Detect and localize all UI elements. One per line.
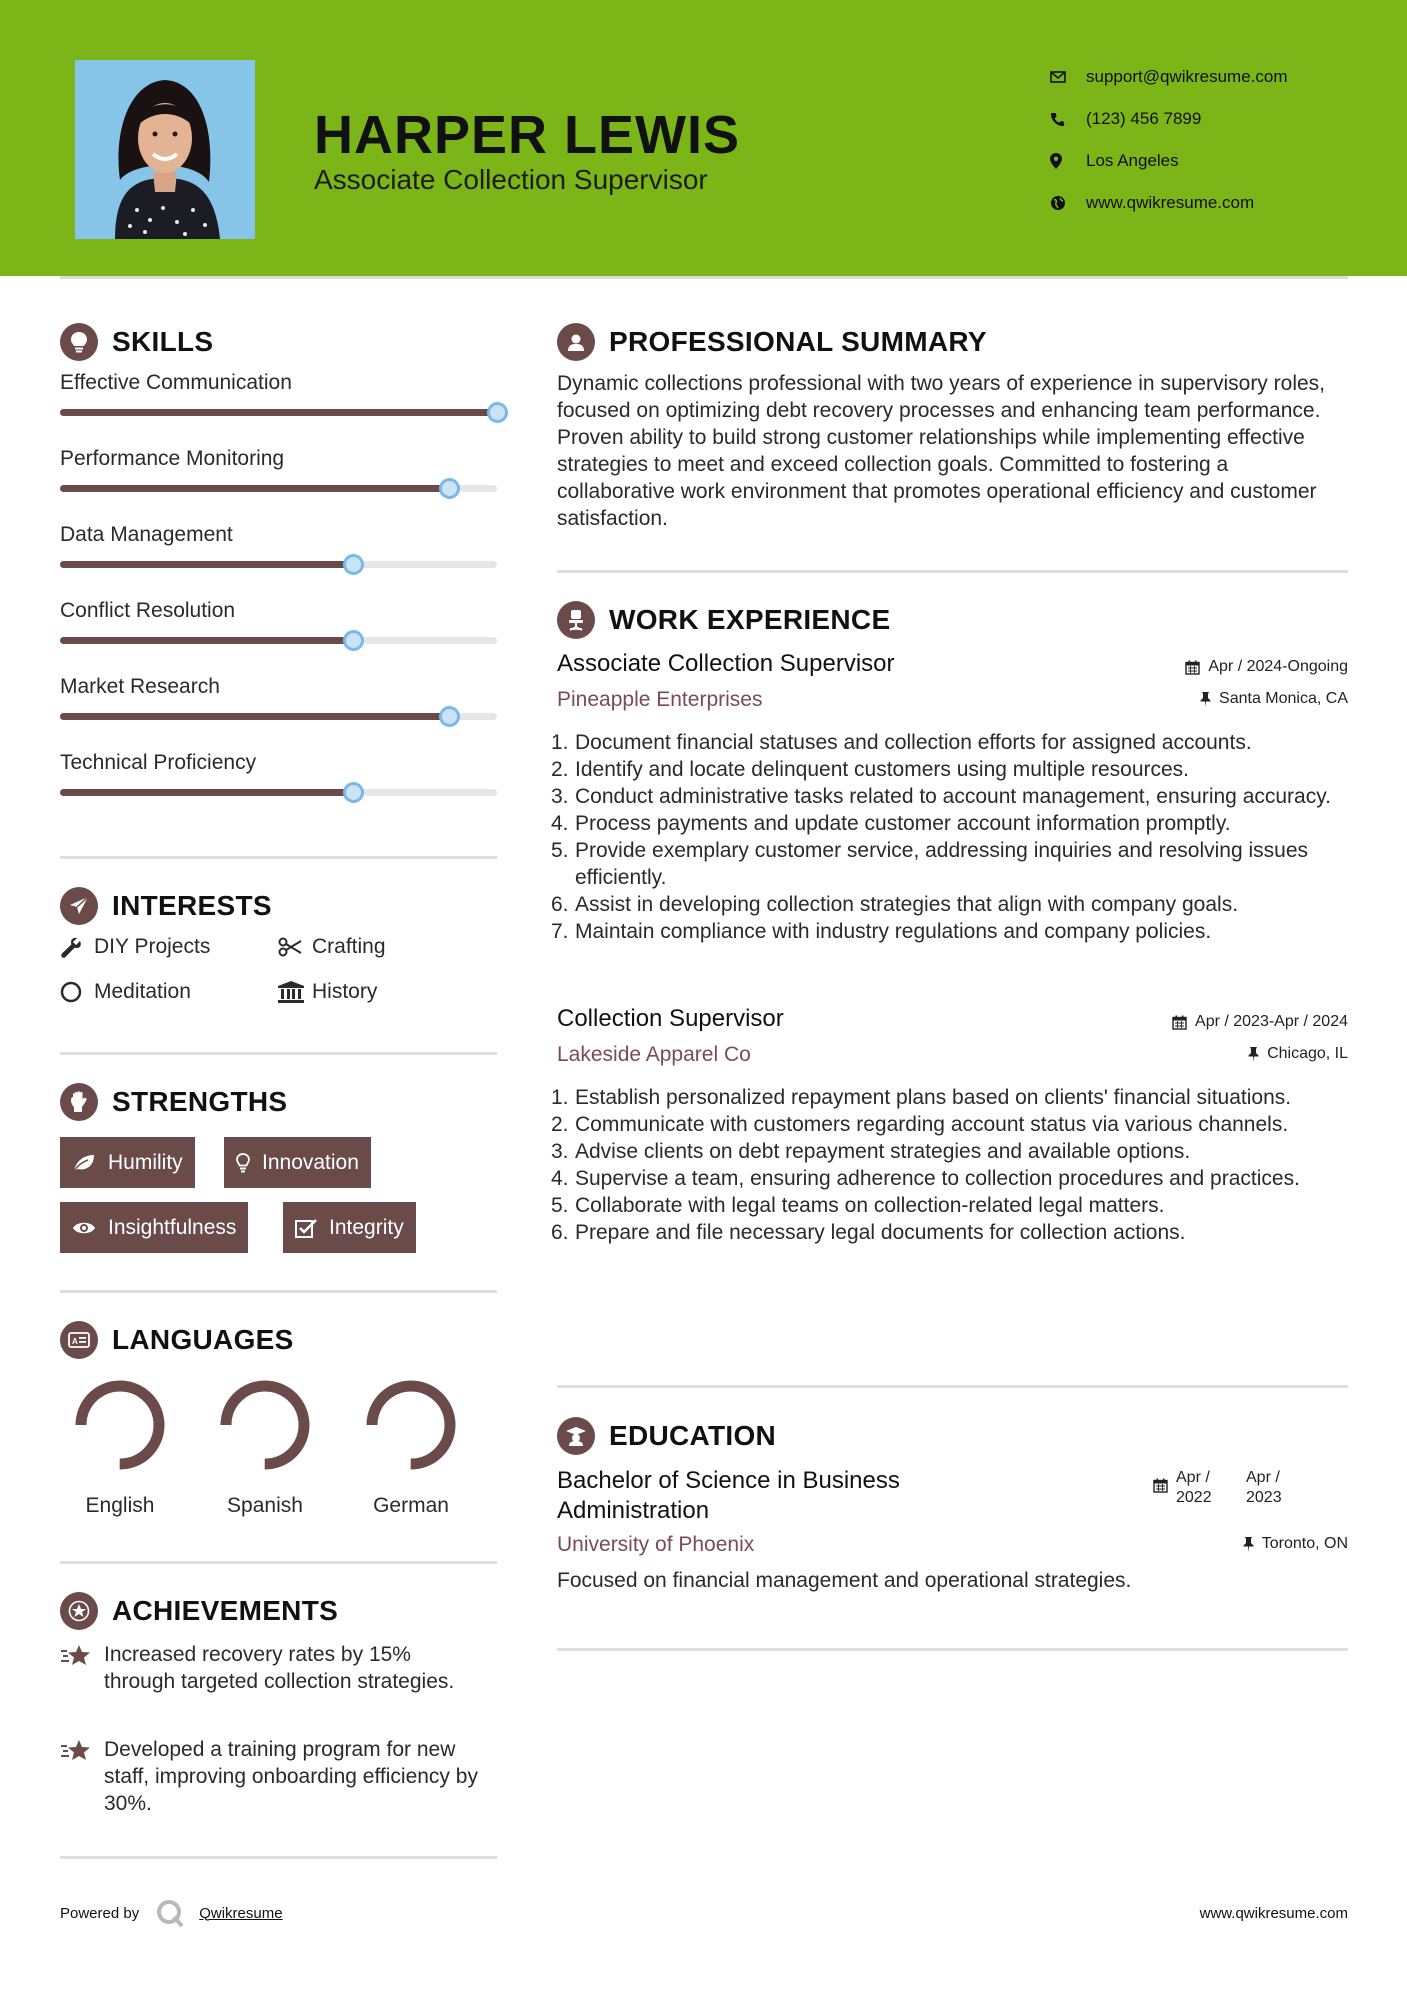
qwikresume-logo-icon [155, 1898, 185, 1928]
header-divider [60, 276, 1348, 279]
skill-bar-knob [343, 782, 364, 803]
duty-item: 5. Provide exemplary customer service, addressing inquiries and resolving issues efficiently. [551, 839, 1309, 889]
education-divider [557, 1648, 1348, 1651]
contact-email-text[interactable]: support@qwikresume.com [1086, 67, 1288, 86]
star-badge-icon [60, 1592, 98, 1630]
interest-label: DIY Projects [94, 935, 211, 958]
job-dates [1172, 1013, 1348, 1031]
job-duties [551, 1084, 1307, 1246]
skill-bar [60, 485, 497, 492]
skill-bar [60, 561, 497, 568]
check-square-icon [295, 1218, 317, 1238]
language-item [205, 1375, 325, 1518]
calendar-icon [1185, 660, 1200, 675]
duty-text: Prepare and file necessary legal documents for collection actions. [575, 1221, 1186, 1244]
job-dates-text: Apr / 2024-Ongoing [1208, 658, 1348, 675]
strength-badge [283, 1202, 416, 1253]
duty-text: Advise clients on debt repayment strategies and available options. [575, 1140, 1191, 1163]
office-chair-icon [557, 601, 595, 639]
experience-divider [557, 1385, 1348, 1388]
duty-text: Establish personalized repayment plans based on clients' financial situations. [575, 1086, 1292, 1109]
achievement-text: Developed a training program for new staff, improving onboarding efficiency by 30%. [104, 1738, 478, 1815]
strengths-title: STRENGTHS [112, 1086, 288, 1117]
institution-icon [278, 981, 312, 1003]
job-location-text: Chicago, IL [1267, 1045, 1348, 1062]
map-marker-icon [1050, 153, 1086, 169]
education-start [1176, 1468, 1246, 1508]
skill-bar-fill [60, 789, 353, 796]
profile-photo [75, 60, 255, 239]
duty-item: 2. Identify and locate delinquent customers using multiple resources. [551, 758, 1190, 781]
skill-label: Conflict Resolution [60, 599, 236, 622]
interest-label: Meditation [94, 980, 191, 1003]
interest-item [60, 935, 210, 959]
language-item [60, 1375, 180, 1518]
achievements-title: ACHIEVEMENTS [112, 1595, 339, 1626]
strength-badge [60, 1202, 248, 1253]
contact-phone-text[interactable]: (123) 456 7899 [1086, 109, 1202, 128]
education-description: Focused on financial management and operational strategies. [557, 1569, 1132, 1592]
job-title: Collection Supervisor [557, 1005, 784, 1032]
education-title: EDUCATION [609, 1420, 777, 1451]
skill-bar [60, 409, 497, 416]
experience-title: WORK EXPERIENCE [609, 604, 891, 635]
scissors-icon [278, 937, 312, 957]
summary-title: PROFESSIONAL SUMMARY [609, 326, 987, 357]
paper-plane-icon [60, 887, 98, 925]
interest-label: Crafting [312, 935, 386, 958]
powered-by-text: Powered by [60, 1904, 140, 1922]
education-end-line: 2023 [1246, 1489, 1282, 1506]
skill-label: Market Research [60, 675, 220, 698]
degree-line: Administration [557, 1497, 710, 1524]
contact-list [1050, 56, 1380, 224]
strength-badge [60, 1137, 195, 1188]
wrench-icon [60, 936, 94, 958]
skill-bar-fill [60, 485, 449, 492]
contact-website [1050, 182, 1380, 224]
contact-email [1050, 56, 1380, 98]
duty-text: Supervise a team, ensuring adherence to collection procedures and practices. [575, 1167, 1300, 1190]
duty-text: Assist in developing collection strategies that align with company goals. [575, 893, 1239, 916]
skills-heading [60, 323, 213, 361]
contact-location [1050, 140, 1380, 182]
strength-label: Innovation [262, 1150, 359, 1174]
contact-website-text[interactable]: www.qwikresume.com [1086, 193, 1255, 212]
education-end [1246, 1468, 1282, 1508]
skill-bar-knob [343, 630, 364, 651]
skill-item [60, 675, 500, 699]
interest-item [278, 980, 377, 1004]
duty-item: 5. Collaborate with legal teams on collection-related legal matters. [551, 1194, 1165, 1217]
skill-bar-fill [60, 561, 353, 568]
skill-bar-knob [487, 402, 508, 423]
language-label: English [85, 1494, 155, 1517]
strength-label: Integrity [329, 1215, 404, 1239]
languages-heading [60, 1321, 294, 1359]
education-start-line: Apr / [1176, 1469, 1210, 1486]
resume-header [0, 0, 1407, 276]
skill-item [60, 599, 500, 623]
education-dates [1153, 1468, 1282, 1508]
duty-item: 3. Conduct administrative tasks related to account management, ensuring accuracy. [551, 785, 1331, 808]
interests-divider [60, 1052, 497, 1055]
duty-item: 1. Document financial statuses and collection efforts for assigned accounts. [551, 731, 1252, 754]
duty-text: Document financial statuses and collection efforts for assigned accounts. [575, 731, 1252, 754]
interest-item [278, 935, 386, 959]
candidate-name: HARPER LEWIS [314, 105, 741, 165]
language-ring [215, 1375, 315, 1475]
duty-text: Maintain compliance with industry regulations and company policies. [575, 920, 1212, 943]
user-icon [557, 323, 595, 361]
lightbulb-icon [236, 1153, 250, 1173]
calendar-icon [1172, 1015, 1187, 1030]
job-company: Lakeside Apparel Co [557, 1043, 751, 1066]
skill-bar-knob [439, 706, 460, 727]
phone-icon [1050, 112, 1086, 127]
shooting-star-icon [60, 1736, 104, 1817]
strength-badge [224, 1137, 371, 1188]
job-company: Pineapple Enterprises [557, 688, 763, 711]
interest-item [60, 980, 191, 1004]
skill-item [60, 523, 500, 547]
pushpin-icon [1243, 1537, 1254, 1552]
duty-text: Communicate with customers regarding account status via various channels. [575, 1113, 1289, 1136]
footer-website[interactable]: www.qwikresume.com [1199, 1905, 1348, 1922]
duty-item: 3. Advise clients on debt repayment strategies and available options. [551, 1140, 1191, 1163]
degree-line: Bachelor of Science in Business [557, 1467, 900, 1494]
language-label: German [373, 1494, 449, 1517]
duty-item: 4. Supervise a team, ensuring adherence to collection procedures and practices. [551, 1167, 1300, 1190]
duty-text: Conduct administrative tasks related to account management, ensuring accuracy. [575, 785, 1331, 808]
candidate-title: Associate Collection Supervisor [314, 164, 708, 195]
duty-item: 4. Process payments and update customer account information promptly. [551, 812, 1231, 835]
languages-divider [60, 1561, 497, 1564]
job-location-text: Santa Monica, CA [1219, 690, 1348, 707]
duty-text: Process payments and update customer account information promptly. [575, 812, 1231, 835]
duty-text: Collaborate with legal teams on collection-related legal matters. [575, 1194, 1165, 1217]
language-label: Spanish [227, 1494, 303, 1517]
skill-bar-knob [343, 554, 364, 575]
degree-title [557, 1466, 900, 1526]
interests-heading [60, 887, 272, 925]
interest-label: History [312, 980, 378, 1003]
interests-title: INTERESTS [112, 890, 272, 921]
id-card-icon [60, 1321, 98, 1359]
contact-phone [1050, 98, 1380, 140]
envelope-icon [1050, 71, 1086, 83]
skill-bar [60, 713, 497, 720]
language-ring [361, 1375, 461, 1475]
skill-label: Effective Communication [60, 371, 292, 394]
skill-bar-fill [60, 409, 497, 416]
achievements-divider [60, 1856, 497, 1859]
education-heading [557, 1417, 776, 1455]
job-location [1248, 1045, 1348, 1063]
education-start-line: 2022 [1176, 1489, 1212, 1506]
circle-icon [60, 981, 94, 1003]
svg-text:A: A [72, 1337, 78, 1346]
skill-bar [60, 789, 497, 796]
duty-item: 1. Establish personalized repayment plans based on clients' financial situations. [551, 1086, 1292, 1109]
skill-bar-fill [60, 713, 449, 720]
graduate-icon [557, 1417, 595, 1455]
experience-heading [557, 601, 890, 639]
strengths-heading [60, 1083, 287, 1121]
achievement-text: Increased recovery rates by 15% through targeted collection strategies. [104, 1643, 455, 1693]
skill-item [60, 447, 500, 471]
contact-location-text: Los Angeles [1086, 151, 1179, 170]
duty-item: 7. Maintain compliance with industry regulations and company policies. [551, 920, 1212, 943]
skill-item [60, 751, 500, 775]
achievement-item [60, 1641, 480, 1695]
skill-bar-fill [60, 637, 353, 644]
summary-heading [557, 323, 987, 361]
achievements-heading [60, 1592, 338, 1630]
skills-title: SKILLS [112, 326, 214, 357]
eye-icon [72, 1220, 96, 1236]
leaf-icon [72, 1153, 96, 1173]
qwikresume-link[interactable]: Qwikresume [199, 1904, 283, 1922]
lightbulb-icon [60, 323, 98, 361]
summary-divider [557, 570, 1348, 573]
skill-label: Data Management [60, 523, 233, 546]
skills-divider [60, 856, 497, 859]
summary-text: Dynamic collections professional with two years of experience in supervisory roles, focused on optimizing debt recovery processes and enhancing team performance. Proven ability to build strong customer relationships while implementing effective strategies to meet and exceed collection goals. Committed to fostering a collaborative work environment that promotes operational efficiency and customer satisfaction. [557, 372, 1325, 530]
pushpin-icon [1200, 692, 1211, 707]
language-item [351, 1375, 471, 1518]
language-ring [70, 1375, 170, 1475]
education-end-line: Apr / [1246, 1469, 1280, 1486]
pushpin-icon [1248, 1047, 1259, 1062]
footer-powered-by [60, 1898, 283, 1928]
duty-item: 2. Communicate with customers regarding account status via various channels. [551, 1113, 1289, 1136]
duty-text: Provide exemplary customer service, addressing inquiries and resolving issues efficiently. [575, 839, 1309, 889]
shooting-star-icon [60, 1641, 104, 1695]
globe-icon [1050, 195, 1086, 211]
strengths-divider [60, 1290, 497, 1293]
job-dates [1185, 658, 1348, 676]
job-dates-text: Apr / 2023-Apr / 2024 [1195, 1013, 1348, 1030]
school-name: University of Phoenix [557, 1533, 755, 1556]
skill-bar-knob [439, 478, 460, 499]
job-location [1200, 690, 1348, 708]
achievement-item [60, 1736, 480, 1817]
duty-item: 6. Prepare and file necessary legal documents for collection actions. [551, 1221, 1186, 1244]
skill-label: Performance Monitoring [60, 447, 285, 470]
strength-label: Humility [108, 1150, 183, 1174]
strength-label: Insightfulness [108, 1215, 237, 1239]
skill-label: Technical Proficiency [60, 751, 257, 774]
skill-item [60, 371, 500, 395]
job-title: Associate Collection Supervisor [557, 650, 895, 677]
fist-icon [60, 1083, 98, 1121]
duty-item: 6. Assist in developing collection strategies that align with company goals. [551, 893, 1239, 916]
calendar-icon [1153, 1478, 1168, 1493]
education-location [1243, 1535, 1348, 1553]
languages-title: LANGUAGES [112, 1324, 294, 1355]
skill-bar [60, 637, 497, 644]
job-duties [551, 729, 1357, 945]
education-location-text: Toronto, ON [1261, 1535, 1348, 1552]
duty-text: Identify and locate delinquent customers using multiple resources. [575, 758, 1190, 781]
